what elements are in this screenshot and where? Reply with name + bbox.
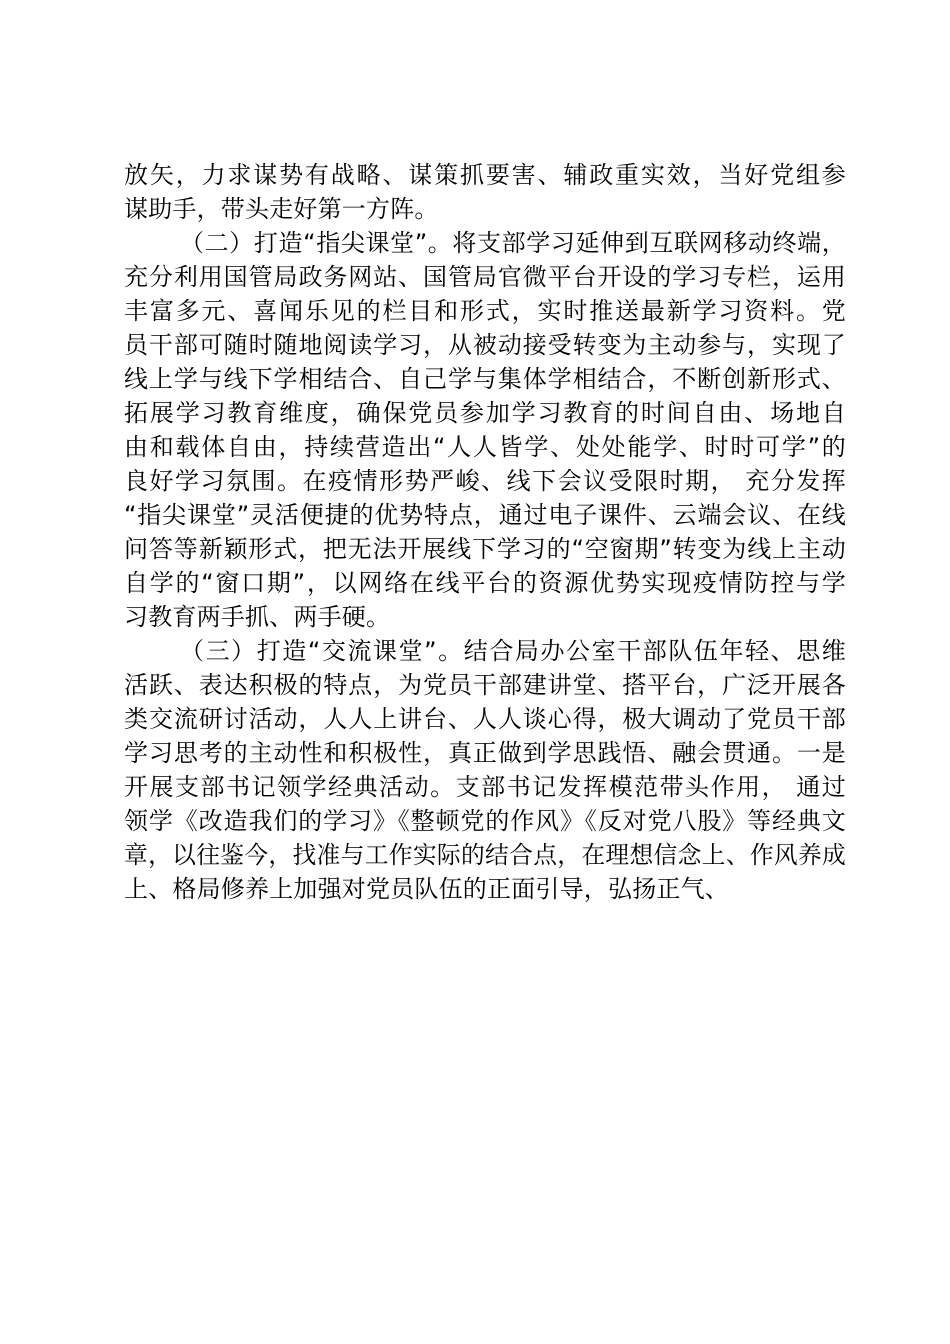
- document-line: 类交流研讨活动，人人上讲台、人人谈心得，极大调动了党员干部: [124, 705, 846, 733]
- document-line: 活跃、表达积极的特点，为党员干部建讲堂、搭平台，广泛开展各: [124, 671, 846, 699]
- document-line: （三）打造“交流课堂”。结合局办公室干部队伍年轻、思维: [180, 637, 846, 665]
- document-line: 领学《改造我们的学习》《整顿党的作风》《反对党八股》等经典文: [124, 807, 846, 835]
- document-line: 问答等新颖形式，把无法开展线下学习的“空窗期”转变为线上主动: [124, 535, 846, 563]
- document-line: 上、格局修养上加强对党员队伍的正面引导，弘扬正气、: [124, 875, 729, 903]
- document-line: 员干部可随时随地阅读学习，从被动接受转变为主动参与，实现了: [124, 331, 846, 359]
- document-line: 谋助手，带头走好第一方阵。: [124, 195, 439, 223]
- document-line: 拓展学习教育维度，确保党员参加学习教育的时间自由、场地自: [124, 399, 846, 427]
- document-line: 学习思考的主动性和积极性，真正做到学思践悟、融会贯通。一是: [124, 739, 846, 767]
- document-line: 章，以往鉴今，找准与工作实际的结合点，在理想信念上、作风养成: [124, 841, 846, 869]
- document-line: 开展支部书记领学经典活动。支部书记发挥模范带头作用， 通过: [124, 773, 846, 801]
- document-line: “指尖课堂”灵活便捷的优势特点，通过电子课件、云端会议、在线: [124, 501, 846, 529]
- document-line: 习教育两手抓、两手硬。: [124, 603, 391, 631]
- document-line: 丰富多元、喜闻乐见的栏目和形式，实时推送最新学习资料。党: [124, 297, 846, 325]
- document-line: 良好学习氛围。在疫情形势严峻、线下会议受限时期， 充分发挥: [124, 467, 846, 495]
- document-line: 充分利用国管局政务网站、国管局官微平台开设的学习专栏，运用: [124, 263, 846, 291]
- document-body: [124, 158, 846, 906]
- document-line: 自学的“窗口期”，以网络在线平台的资源优势实现疫情防控与学: [124, 569, 846, 597]
- document-line: 由和载体自由，持续营造出“人人皆学、处处能学、时时可学”的: [124, 433, 846, 461]
- document-line: 线上学与线下学相结合、自己学与集体学相结合，不断创新形式、: [124, 365, 846, 393]
- document-line: （二）打造“指尖课堂”。将支部学习延伸到互联网移动终端，: [180, 229, 846, 257]
- document-line: 放矢，力求谋势有战略、谋策抓要害、辅政重实效，当好党组参: [124, 161, 846, 189]
